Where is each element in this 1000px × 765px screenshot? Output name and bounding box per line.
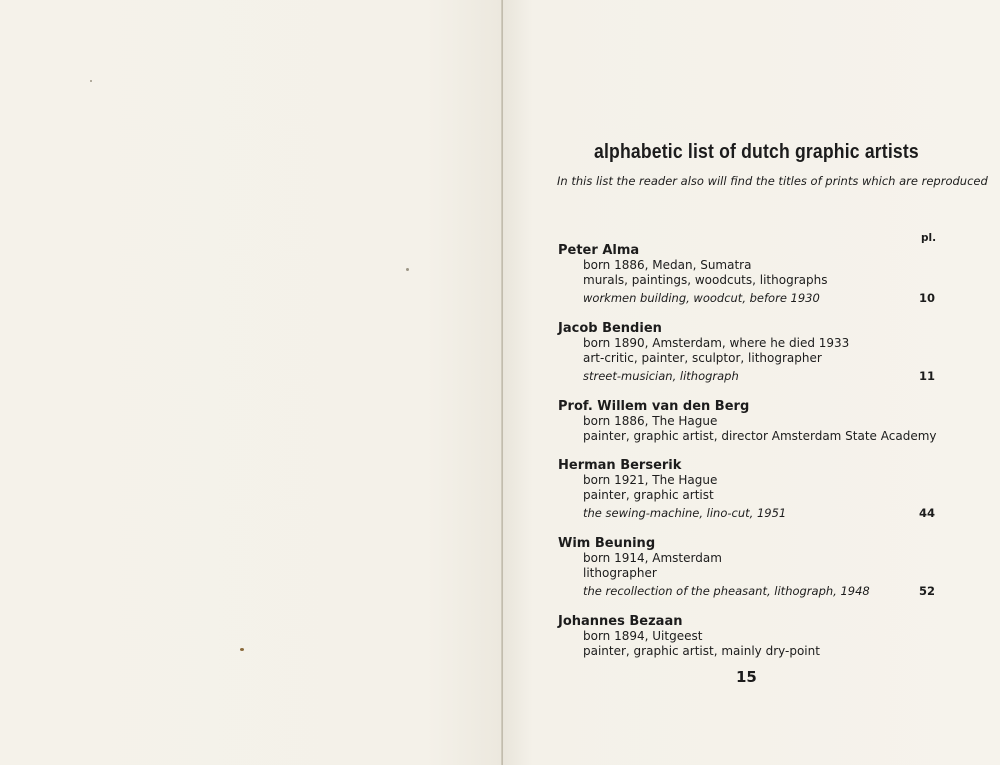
page-number: 15 [736, 668, 757, 686]
artist-occupation: murals, paintings, woodcuts, lithographs [583, 273, 828, 287]
print-title [583, 584, 938, 599]
paper-speck [240, 648, 244, 651]
print-title [583, 369, 938, 384]
artist-entry-johannes-bezaan [558, 614, 938, 659]
print-title-text: workmen building, woodcut, before 1930 [583, 291, 820, 305]
artist-name: Wim Beuning [558, 536, 656, 551]
artist-occupation: art-critic, painter, sculptor, lithographer [583, 351, 822, 365]
plate-column-header: pl. [921, 232, 937, 244]
print-title-text: street-musician, lithograph [583, 369, 739, 383]
artist-birth: born 1914, Amsterdam [583, 551, 722, 565]
artist-birth: born 1886, Medan, Sumatra [583, 258, 752, 272]
print-title [583, 291, 938, 306]
plate-number: 11 [918, 369, 935, 383]
plate-number: 52 [918, 584, 935, 598]
artist-entry-herman-berserik [558, 458, 938, 521]
paper-speck [90, 80, 92, 82]
artist-occupation: painter, graphic artist [583, 488, 714, 502]
artist-entry-jacob-bendien [558, 321, 938, 384]
artist-name: Herman Berserik [558, 458, 682, 473]
artist-birth: born 1921, The Hague [583, 473, 718, 487]
artist-name: Peter Alma [558, 243, 640, 258]
artist-birth: born 1890, Amsterdam, where he died 1933 [583, 336, 850, 350]
plate-number: 44 [918, 506, 935, 520]
paper-speck [406, 268, 409, 271]
artist-birth: born 1894, Uitgeest [583, 629, 703, 643]
artist-name: Johannes Bezaan [558, 614, 683, 629]
artist-occupation: painter, graphic artist, director Amsterdam State Academy [583, 429, 937, 443]
print-title [583, 506, 938, 521]
print-title-text: the sewing-machine, lino-cut, 1951 [583, 506, 787, 520]
artist-occupation: painter, graphic artist, mainly dry-point [583, 644, 820, 658]
artist-entry-willem-van-den-berg [558, 399, 938, 444]
artist-occupation: lithographer [583, 566, 657, 580]
artist-name: Prof. Willem van den Berg [558, 399, 750, 414]
plate-number: 10 [918, 291, 935, 305]
artist-entry-wim-beuning [558, 536, 938, 599]
print-title-text: the recollection of the pheasant, lithograph, 1948 [583, 584, 870, 598]
page-title: alphabetic list of dutch graphic artists [594, 141, 919, 163]
artist-name: Jacob Bendien [558, 321, 662, 336]
page-subtitle: In this list the reader also will find the titles of prints which are reproduced [557, 174, 988, 188]
artist-entry-peter-alma [558, 243, 938, 306]
artist-birth: born 1886, The Hague [583, 414, 718, 428]
